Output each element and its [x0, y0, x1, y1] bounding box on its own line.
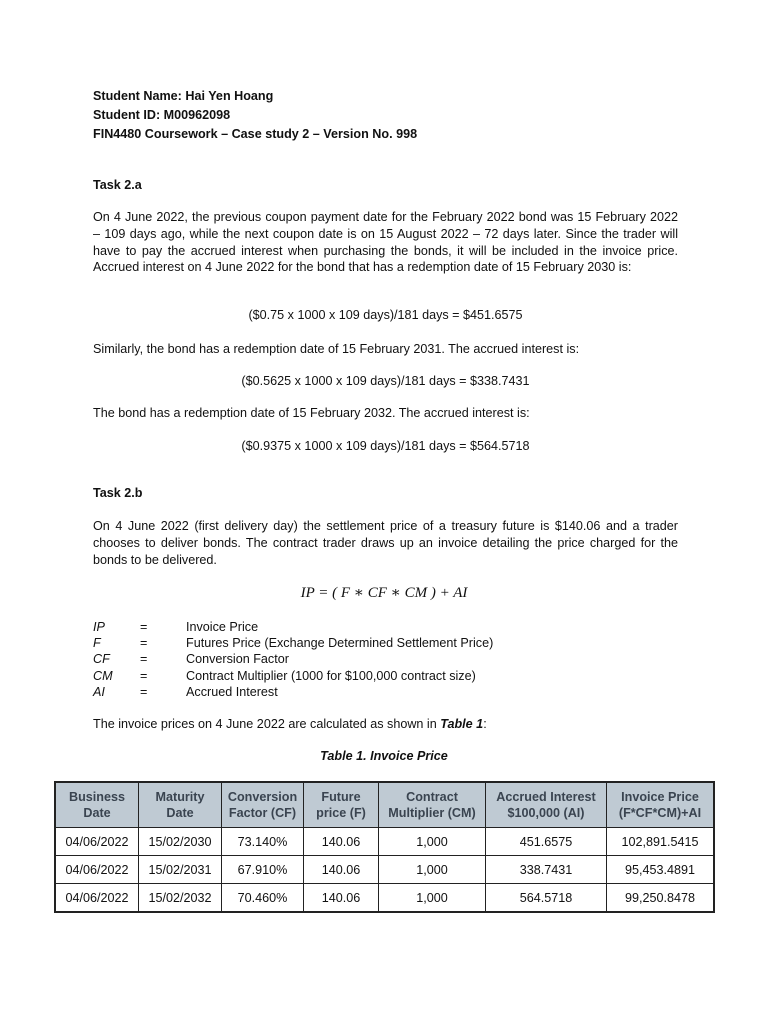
cell-contract-multiplier: 1,000	[379, 856, 486, 884]
task-a-paragraph: On 4 June 2022, the previous coupon payment date for the February 2022 bond was 15 February 2022 – 109 days ago, while the next coupon date is on 15 August 2022 – 72 days later. Since the trader will have to pay the accrued interest when purchasing the bonds, it will be included in the invoice price. Accrued interest on 4 June 2022 for the bond that has a redemption date of 15 February 2030 is:	[93, 210, 678, 275]
invoice-price-table	[54, 781, 715, 913]
definitions-list	[93, 619, 493, 700]
definition-text: Conversion Factor	[186, 652, 289, 667]
cell-future-price: 140.06	[304, 884, 379, 913]
header-future-price: Future price (F)	[304, 782, 379, 828]
cell-contract-multiplier: 1,000	[379, 884, 486, 913]
definition-row	[93, 619, 493, 635]
formula-2031: ($0.5625 x 1000 x 109 days)/181 days = $338.7431	[241, 374, 530, 388]
cell-maturity-date: 15/02/2031	[139, 856, 222, 884]
definition-text: Invoice Price	[186, 620, 259, 634]
cell-future-price: 140.06	[304, 828, 379, 856]
definition-equals: =	[140, 684, 148, 699]
table-row	[55, 828, 714, 856]
cell-maturity-date: 15/02/2032	[139, 884, 222, 913]
table-intro	[93, 716, 678, 733]
task-b-title: Task 2.b	[93, 486, 143, 500]
cell-business-date: 04/06/2022	[55, 884, 139, 913]
cell-accrued-interest: 451.6575	[486, 828, 607, 856]
definition-symbol: F	[93, 636, 101, 651]
table-intro-text: The invoice prices on 4 June 2022 are calculated as shown in	[93, 717, 441, 731]
student-name: Student Name: Hai Yen Hoang	[93, 89, 274, 103]
cell-future-price: 140.06	[304, 856, 379, 884]
task-a-paragraph-3: The bond has a redemption date of 15 February 2032. The accrued interest is:	[93, 406, 530, 420]
definition-equals: =	[140, 636, 148, 651]
table-reference: Table 1	[440, 717, 484, 731]
cell-invoice-price: 102,891.5415	[607, 828, 715, 856]
cell-contract-multiplier: 1,000	[379, 828, 486, 856]
formula-2032: ($0.9375 x 1000 x 109 days)/181 days = $564.5718	[241, 439, 530, 453]
cell-maturity-date: 15/02/2030	[139, 828, 222, 856]
definition-row	[93, 651, 493, 667]
cell-invoice-price: 99,250.8478	[607, 884, 715, 913]
cell-conversion-factor: 70.460%	[222, 884, 304, 913]
cell-invoice-price: 95,453.4891	[607, 856, 715, 884]
task-b-paragraph: On 4 June 2022 (first delivery day) the settlement price of a treasury future is $140.06 and a trader chooses to deliver bonds. The contract trader draws up an invoice detailing the price charged for the bonds to be delivered.	[93, 519, 678, 567]
definition-equals: =	[140, 668, 148, 683]
header-contract-multiplier: Contract Multiplier (CM)	[379, 782, 486, 828]
header-business-date: Business Date	[55, 782, 139, 828]
table-intro-colon: :	[483, 717, 487, 731]
table-row	[55, 856, 714, 884]
cell-conversion-factor: 73.140%	[222, 828, 304, 856]
header-conversion-factor: Conversion Factor (CF)	[222, 782, 304, 828]
definition-text: Contract Multiplier (1000 for $100,000 contract size)	[186, 668, 476, 683]
definition-row	[93, 684, 493, 700]
task-a-title: Task 2.a	[93, 178, 142, 192]
definition-symbol: CF	[93, 652, 110, 667]
definition-symbol: AI	[93, 684, 105, 699]
header-invoice-price: Invoice Price (F*CF*CM)+AI	[607, 782, 715, 828]
cell-conversion-factor: 67.910%	[222, 856, 304, 884]
cell-accrued-interest: 564.5718	[486, 884, 607, 913]
header-accrued-interest: Accrued Interest $100,000 (AI)	[486, 782, 607, 828]
definition-equals: =	[140, 652, 148, 667]
formula-2030: ($0.75 x 1000 x 109 days)/181 days = $451.6575	[248, 308, 523, 322]
definition-text: Futures Price (Exchange Determined Settlement Price)	[186, 636, 494, 651]
table-caption: Table 1. Invoice Price	[320, 749, 448, 763]
definition-text: Accrued Interest	[186, 684, 278, 699]
header-maturity-date: Maturity Date	[139, 782, 222, 828]
table-header-row	[55, 782, 714, 828]
definition-symbol: IP	[93, 620, 105, 634]
definition-symbol: CM	[93, 668, 113, 683]
invoice-price-equation: IP = ( F ∗ CF ∗ CM ) + AI	[300, 585, 468, 601]
cell-accrued-interest: 338.7431	[486, 856, 607, 884]
definition-row	[93, 668, 493, 684]
cell-business-date: 04/06/2022	[55, 828, 139, 856]
table-row	[55, 884, 714, 913]
student-id: Student ID: M00962098	[93, 108, 231, 122]
definition-equals: =	[140, 620, 148, 634]
course-title: FIN4480 Coursework – Case study 2 – Version No. 998	[93, 127, 418, 141]
cell-business-date: 04/06/2022	[55, 856, 139, 884]
task-a-paragraph-2: Similarly, the bond has a redemption date of 15 February 2031. The accrued interest is:	[93, 342, 580, 356]
definition-row	[93, 635, 493, 651]
